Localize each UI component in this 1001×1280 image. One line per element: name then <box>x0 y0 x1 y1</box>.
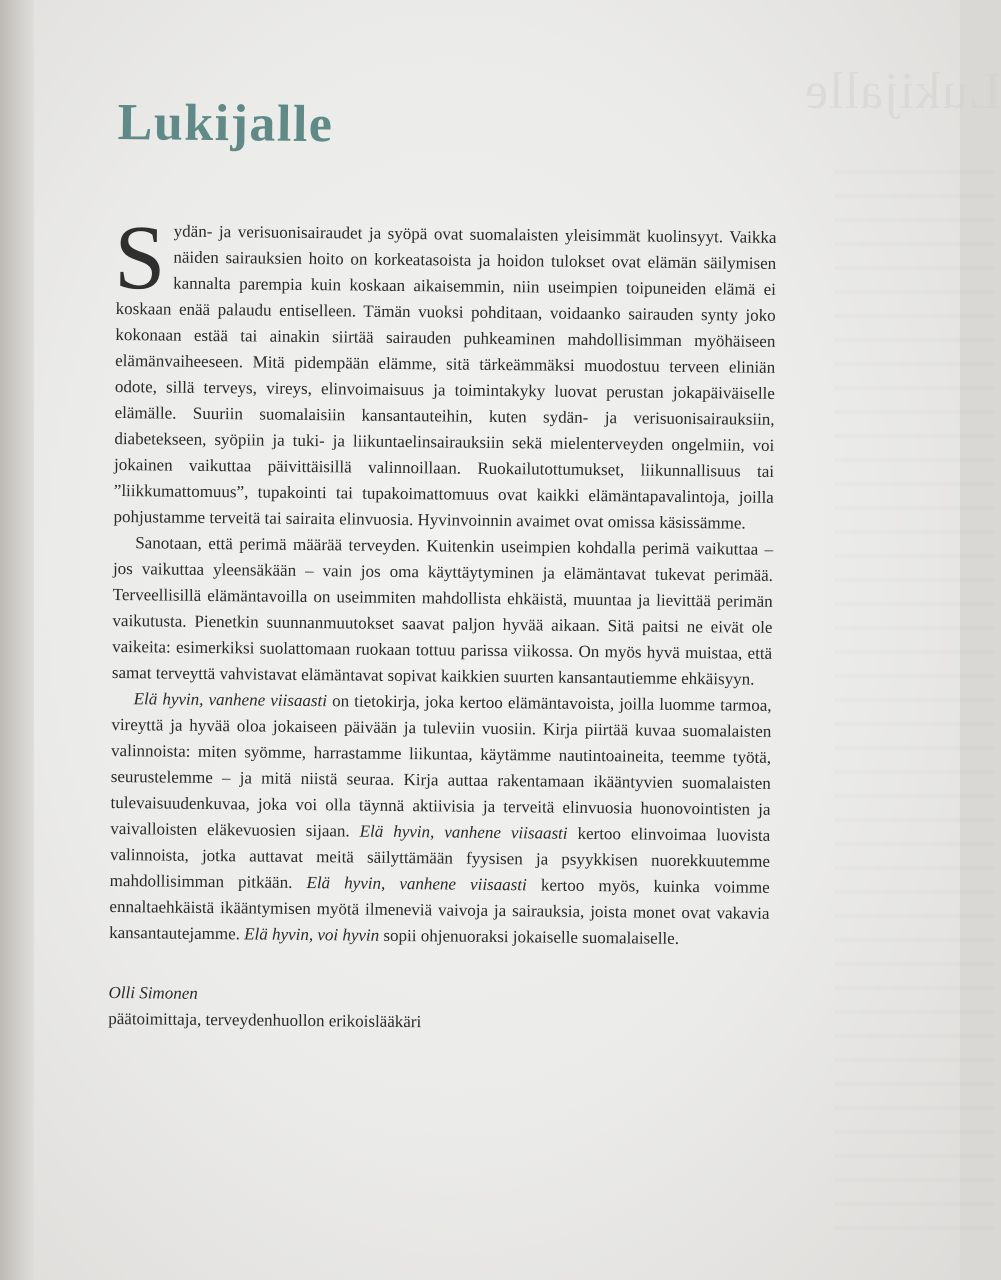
author-role: päätoimittaja, terveydenhuollon erikoislääkäri <box>108 1008 422 1032</box>
book-title-italic: Elä hyvin, vanhene viisaasti <box>306 873 527 895</box>
body-text <box>109 205 777 953</box>
paragraph-text: ydän- ja verisuonisairaudet ja syöpä ovat suomalaisten yleisimmät kuolinsyyt. Vaikka näiden sairauksien hoito on korkeatasoista ja hoidon tulokset ovat elämän säilymisen kannalta parempia kuin koskaan aikaisemmin, niin useimpien toipuneiden elämä ei koskaan enää palaudu entiselleen. Tämän vuoksi pohditaan, voidaanko sairauden synty joko kokonaan estää tai ainakin siirtää sairauden puhkeaminen mahdollisimman myöhäiseen elämänvaiheeseen. Mitä pidempään elämme, sitä tärkeämmäksi muodostuu terveen eliniän odote, sillä terveys, vireys, elinvoimaisuus ja toimintakyky luovat perustan jokapäiväiselle elämälle. Suuriin suomalaisiin kansantauteihin, kuten sydän- ja verisuonisairauksiin, diabetekseen, syöpiin ja tuki- ja liikuntaelinsairauksiin sekä mielenterveyden ongelmiin, voi jokainen vaikuttaa päivittäisillä valinnoillaan. Ruokailutottumukset, liikunnallisuus tai ”liikkumattomuus”, tupakointi tai tupakoimattomuus ovat kaikki elämäntapavalintoja, joilla pohjustamme terveitä tai sairaita elinvuosia. Hyvinvoinnin avaimet ovat omissa käsissämme. <box>113 221 777 533</box>
paragraph-text: on tietokirja, joka kertoo elämäntavoista, joilla luomme tarmoa, vireyttä ja hyvää oloa jokaiseen päivään ja tuleviin vuosiin. Kirja piirtää kuvaa suomalaisten valinnoista: miten syömme, harrastamme liikuntaa, käytämme nautintoaineita, teemme työtä, seurustelemme – ja mitä niistä seuraa. Kirja auttaa rakentamaan ikääntyvien suomalaisten tulevaisuudenkuvaa, joka voi olla täynnä aktiivisia ja terveitä elinvuosia huonovointisten ja vaivalloisten eläkevuosien sijaan. <box>110 691 772 841</box>
book-title-italic: Elä hyvin, vanhene viisaasti <box>359 821 568 843</box>
paragraph-text: Sanotaan, että perimä määrää terveyden. Kuitenkin useimpien kohdalla perimä vaikuttaa – jos vaikuttaa yleensäkään – vain jos oma käyttäytyminen ja elämäntavat tukevat perimää. Terveellisillä elämäntavoilla on useimmiten mahdollista ehkäistä, muuntaa ja lievittää perimän vaikutusta. Pienetkin suunnanmuutokset saavat paljon hyvää aikaan. Sitä paitsi ne eivät ole vaikeita: esimerkiksi suolattomaan ruokaan tottuu parissa viikossa. On myös hyvä muistaa, että samat terveyttä vahvistavat elämäntavat sopivat kaikkien suurten kansantautiemme ehkäisyyn. <box>111 533 774 689</box>
book-title-italic: Elä hyvin, vanhene viisaasti <box>133 689 328 711</box>
page-content <box>108 92 778 1039</box>
bleed-through-title: Lukijalle <box>804 63 1001 120</box>
paragraph-text: sopii ohjenuoraksi jokaiselle suomalaiselle. <box>379 925 680 948</box>
paragraph <box>112 530 774 693</box>
paragraph <box>109 686 772 953</box>
bleed-through-text <box>834 150 994 1250</box>
page-title: Lukijalle <box>117 93 334 154</box>
paragraph <box>113 205 777 537</box>
author-name: Olli Simonen <box>108 982 198 1003</box>
book-title-italic: Elä hyvin, voi hyvin <box>244 924 380 945</box>
drop-cap: S <box>113 205 166 309</box>
paragraph-text: kertoo myös, kuinka voimme ennaltaehkäistä ikääntymisen myötä ilmeneviä vaivoja ja sairauksia, joista monet ovat vakavia kansantautejamme. <box>109 875 770 944</box>
signature-block <box>108 980 769 1039</box>
paragraph-text: kertoo elinvoimaa luovista valinnoista, jotka auttavat meitä säilyttämään fyysisen ja psyykkisen nuorekkuutemme mahdollisimman pitkään. <box>109 823 771 893</box>
